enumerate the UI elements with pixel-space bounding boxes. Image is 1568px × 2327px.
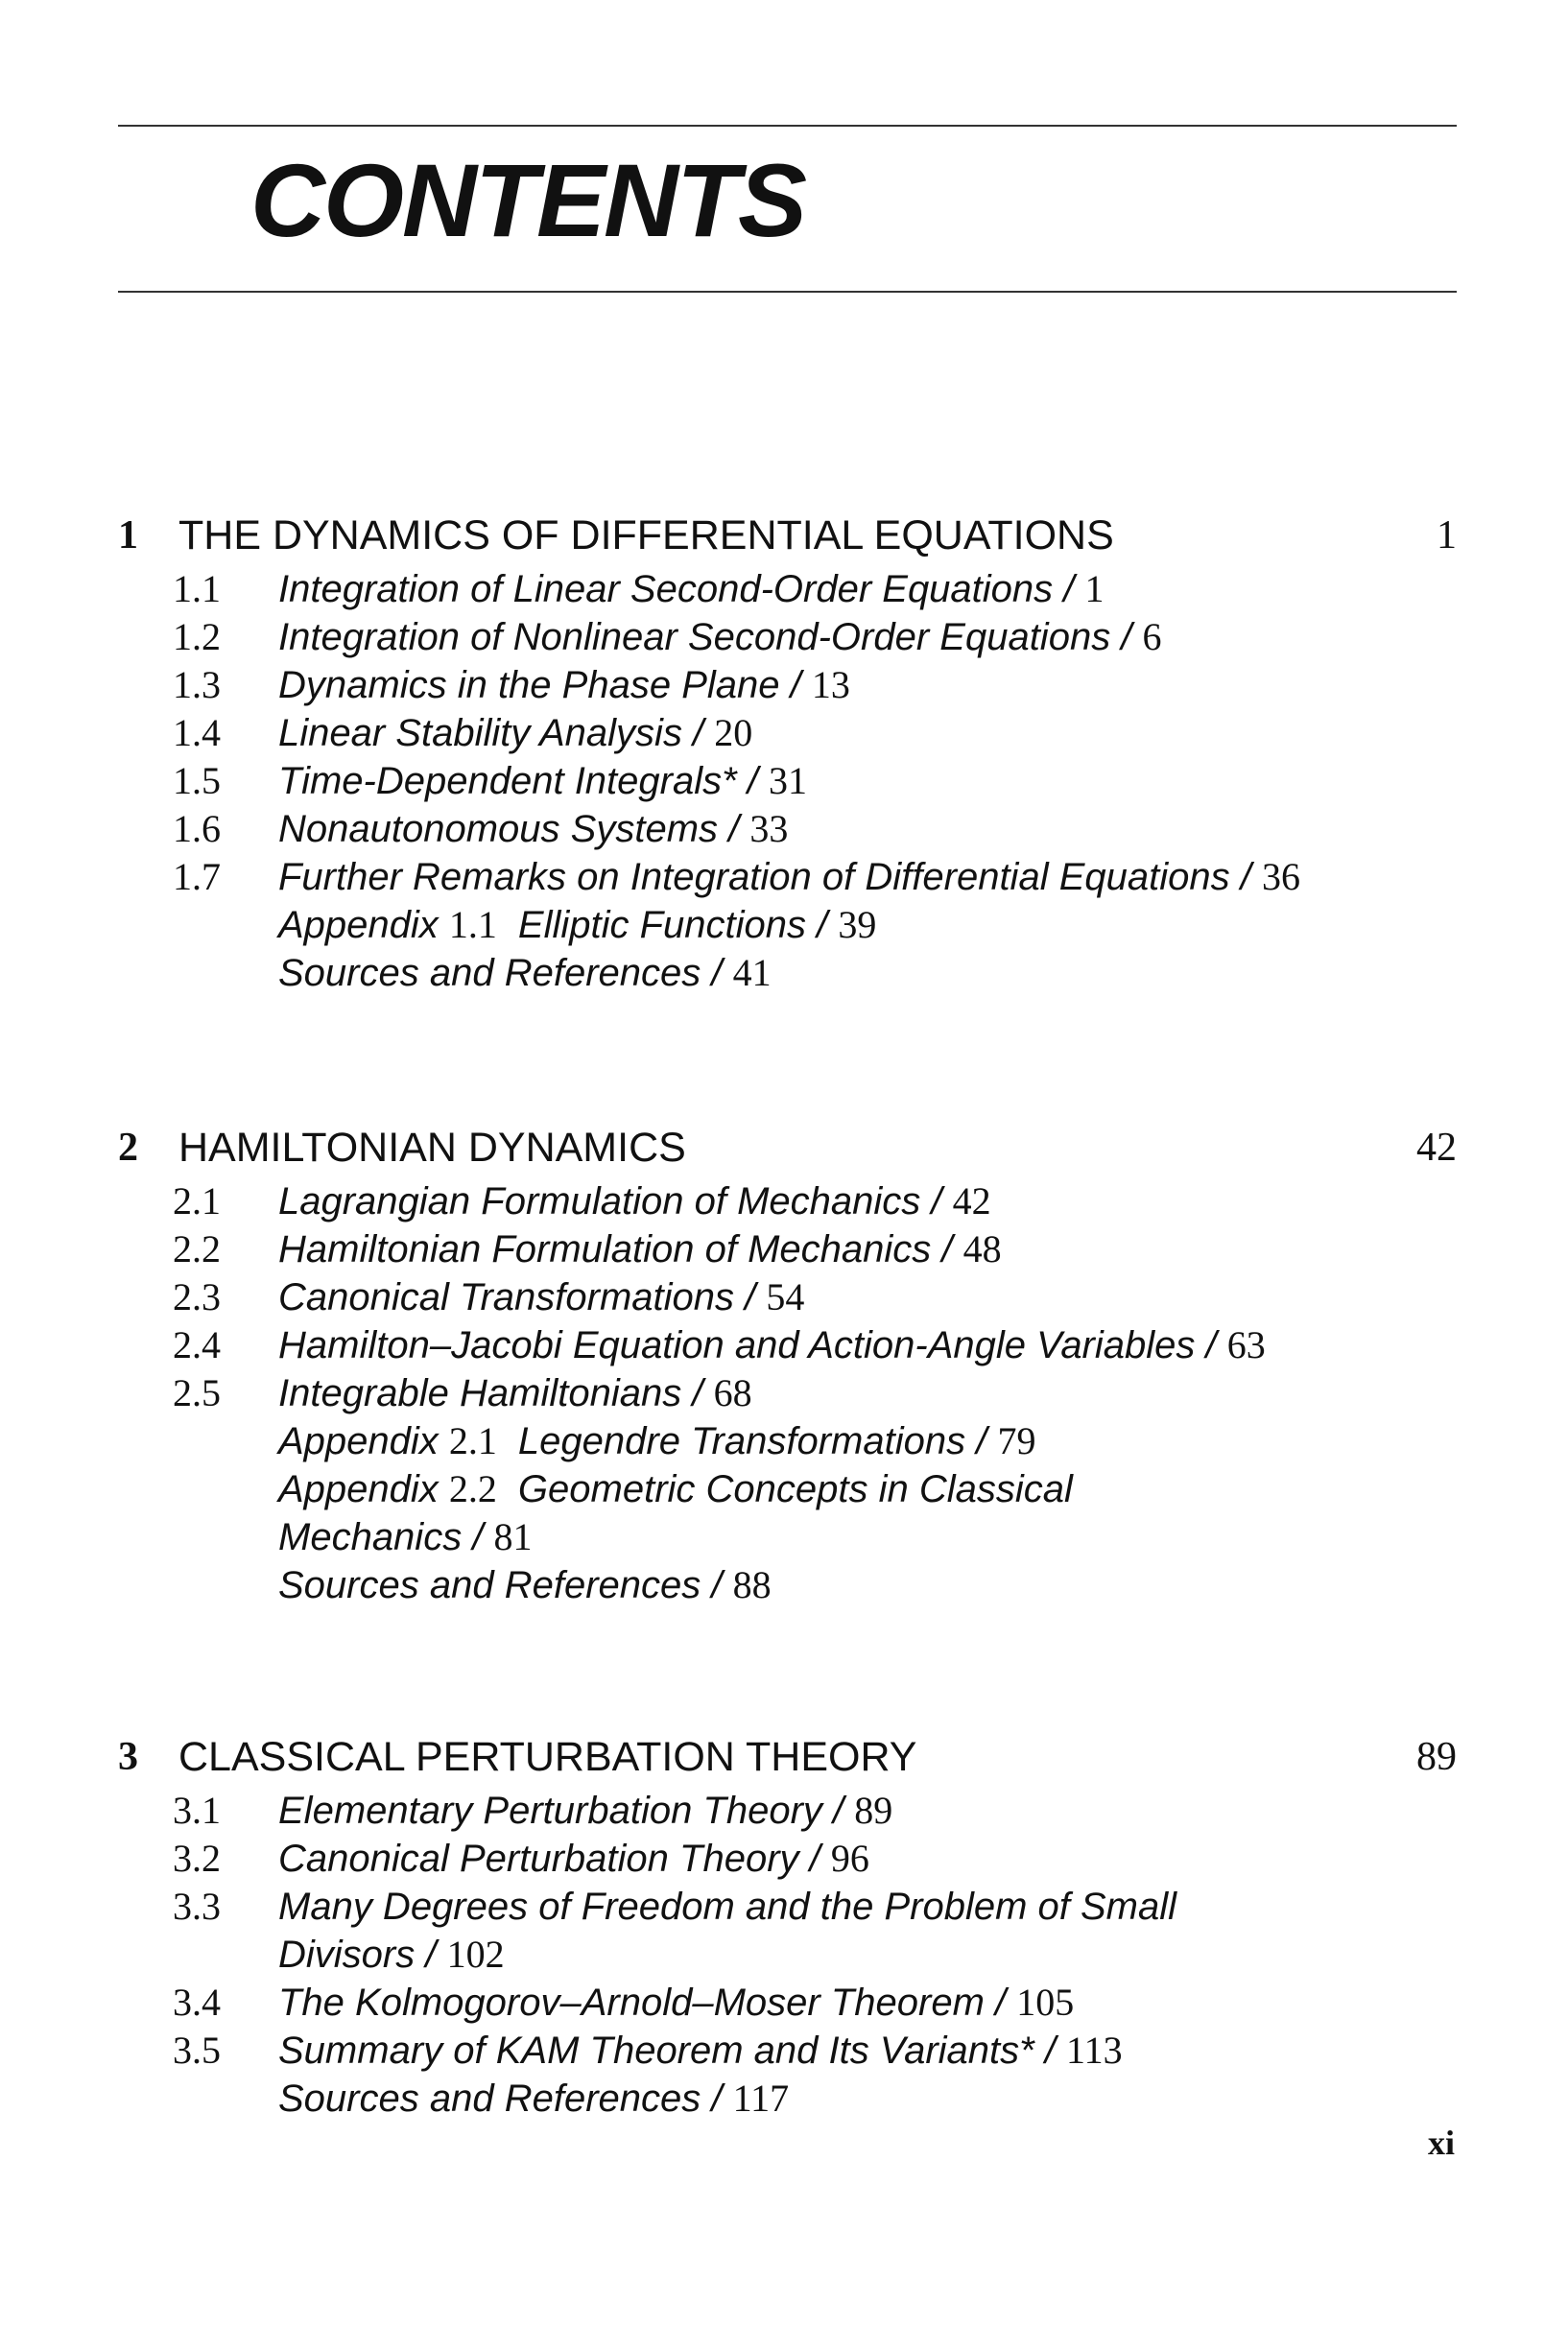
toc-entry <box>0 757 1568 805</box>
entry-text <box>0 1465 1568 1513</box>
entry-page: 89 <box>854 1789 893 1832</box>
entry-text <box>0 709 1568 757</box>
toc-entry <box>0 1513 1568 1561</box>
entry-title: Many Degrees of Freedom and the Problem of Small <box>278 1886 1176 1928</box>
entry-title: Sources and References <box>278 1564 701 1606</box>
entry-text <box>0 1513 1568 1561</box>
entry-title: Canonical Perturbation Theory <box>278 1838 799 1880</box>
toc-entry <box>0 613 1568 661</box>
entry-text <box>0 1835 1568 1883</box>
page-separator: / <box>718 808 750 850</box>
page-separator: / <box>920 1180 953 1223</box>
entry-text <box>0 2075 1568 2123</box>
toc-entry <box>0 949 1568 997</box>
section-number: 1.7 <box>173 855 221 898</box>
chapter-page: 42 <box>1416 1126 1457 1170</box>
page-separator: / <box>984 1982 1017 2024</box>
entry-page: 20 <box>714 711 753 754</box>
entry-text <box>0 853 1568 901</box>
entry-title: Further Remarks on Integration of Differential Equations <box>278 856 1230 898</box>
entry-page: 88 <box>732 1563 772 1606</box>
entry-page: 68 <box>713 1371 752 1414</box>
chapter-number: 2 <box>118 1126 138 1170</box>
entry-page: 113 <box>1066 2029 1123 2072</box>
entry-text <box>0 565 1568 613</box>
entry-title: Sources and References <box>278 2078 701 2120</box>
chapter-title: CLASSICAL PERTURBATION THEORY <box>178 1734 917 1780</box>
toc-entry <box>0 1225 1568 1273</box>
chapter-heading <box>0 1118 1568 1177</box>
toc-entry <box>0 1883 1568 1931</box>
appendix-number: 1.1 <box>448 903 497 946</box>
entry-title: Elementary Perturbation Theory <box>278 1790 822 1832</box>
chapter-page: 89 <box>1416 1735 1457 1779</box>
entry-page: 117 <box>732 2077 790 2120</box>
entry-page: 1 <box>1084 567 1105 610</box>
entry-text <box>0 1321 1568 1369</box>
toc-entry <box>0 2027 1568 2075</box>
page-title: CONTENTS <box>250 142 805 258</box>
page-separator: / <box>415 1934 447 1976</box>
section-list <box>0 565 1568 997</box>
chapter-3 <box>0 1727 1568 2123</box>
entry-page: 33 <box>749 807 789 850</box>
entry-page: 79 <box>997 1419 1036 1462</box>
toc-entry <box>0 1561 1568 1609</box>
section-number: 2.1 <box>173 1179 221 1223</box>
entry-text <box>0 901 1568 949</box>
entry-page: 105 <box>1016 1981 1075 2024</box>
section-number: 1.3 <box>173 663 221 706</box>
entry-page: 39 <box>838 903 877 946</box>
chapter-title: THE DYNAMICS OF DIFFERENTIAL EQUATIONS <box>178 512 1114 558</box>
appendix-number: 2.2 <box>448 1467 497 1510</box>
page-separator: / <box>736 760 770 802</box>
toc-entry <box>0 1979 1568 2027</box>
page-separator: / <box>462 1516 494 1558</box>
entry-text <box>0 1369 1568 1417</box>
entry-title: Integrable Hamiltonians <box>278 1372 682 1414</box>
toc-entry <box>0 1177 1568 1225</box>
page-folio: xi <box>1427 2124 1455 2162</box>
page-separator: / <box>821 1790 855 1832</box>
toc-entry <box>0 1835 1568 1883</box>
title-bottom-rule <box>118 291 1457 293</box>
toc-entry <box>0 709 1568 757</box>
entry-title: Hamiltonian Formulation of Mechanics <box>278 1228 932 1270</box>
section-number: 2.3 <box>173 1275 221 1318</box>
chapter-1 <box>0 506 1568 997</box>
page-separator: / <box>965 1420 998 1462</box>
entry-page: 63 <box>1226 1323 1266 1366</box>
entry-text <box>0 613 1568 661</box>
entry-title: Canonical Transformations <box>278 1276 735 1318</box>
entry-title: Lagrangian Formulation of Mechanics <box>278 1180 921 1223</box>
entry-text <box>0 805 1568 853</box>
page-separator: / <box>1195 1324 1227 1366</box>
entry-title: Integration of Linear Second-Order Equations <box>278 568 1054 610</box>
entry-title: Hamilton–Jacobi Equation and Action-Angle Variables <box>278 1324 1196 1366</box>
toc-entry <box>0 1321 1568 1369</box>
page-separator: / <box>681 1372 714 1414</box>
entry-text <box>0 1979 1568 2027</box>
entry-page: 13 <box>811 663 850 706</box>
section-number: 3.4 <box>173 1981 221 2024</box>
toc-entry <box>0 1787 1568 1835</box>
toc-entry <box>0 1417 1568 1465</box>
toc-entry <box>0 805 1568 853</box>
entry-title: Sources and References <box>278 952 701 994</box>
section-number: 2.4 <box>173 1323 221 1366</box>
toc-entry <box>0 853 1568 901</box>
page-separator: / <box>701 1564 733 1606</box>
section-number: 1.5 <box>173 759 221 802</box>
appendix-label: Appendix <box>278 904 439 946</box>
entry-page: 54 <box>766 1275 805 1318</box>
page-separator: / <box>1033 2030 1067 2072</box>
page-separator: / <box>1053 568 1085 610</box>
page-separator: / <box>1229 856 1262 898</box>
entry-text <box>0 1883 1568 1931</box>
section-list <box>0 1787 1568 2123</box>
toc-entry <box>0 1273 1568 1321</box>
page-separator: / <box>1110 616 1143 658</box>
entry-title: Legendre Transformations <box>517 1420 966 1462</box>
page-separator: / <box>798 1838 831 1880</box>
entry-title: Integration of Nonlinear Second-Order Equations <box>278 616 1111 658</box>
toc-entry <box>0 1465 1568 1513</box>
entry-page: 42 <box>952 1179 991 1223</box>
entry-page: 96 <box>830 1837 869 1880</box>
page-separator: / <box>779 664 812 706</box>
entry-title: Divisors <box>278 1934 416 1976</box>
entry-title: Dynamics in the Phase Plane <box>278 664 780 706</box>
section-number: 1.4 <box>173 711 221 754</box>
entry-text <box>0 1177 1568 1225</box>
section-list <box>0 1177 1568 1609</box>
entry-text <box>0 1787 1568 1835</box>
entry-text <box>0 1417 1568 1465</box>
appendix-label: Appendix <box>278 1468 439 1510</box>
chapter-title: HAMILTONIAN DYNAMICS <box>178 1125 686 1171</box>
chapter-heading <box>0 1727 1568 1787</box>
appendix-label: Appendix <box>278 1420 439 1462</box>
entry-title: The Kolmogorov–Arnold–Moser Theorem <box>278 1982 985 2024</box>
page-separator: / <box>734 1276 767 1318</box>
page-separator: / <box>931 1228 963 1270</box>
toc-entry <box>0 565 1568 613</box>
section-number: 1.1 <box>173 567 221 610</box>
top-rule <box>118 125 1457 127</box>
chapter-heading <box>0 506 1568 565</box>
toc-entry <box>0 1931 1568 1979</box>
entry-title: Linear Stability Analysis <box>278 712 682 754</box>
entry-text <box>0 949 1568 997</box>
toc-entry <box>0 2075 1568 2123</box>
entry-title: Elliptic Functions <box>517 904 807 946</box>
entry-text <box>0 661 1568 709</box>
section-number: 1.2 <box>173 615 221 658</box>
entry-title: Geometric Concepts in Classical <box>517 1468 1073 1510</box>
page-separator: / <box>681 712 715 754</box>
toc-entry <box>0 901 1568 949</box>
appendix-number: 2.1 <box>448 1419 497 1462</box>
section-number: 2.5 <box>173 1371 221 1414</box>
entry-page: 81 <box>493 1515 533 1558</box>
entry-text <box>0 1273 1568 1321</box>
entry-page: 102 <box>446 1933 505 1976</box>
page-separator: / <box>806 904 839 946</box>
entry-text <box>0 1931 1568 1979</box>
entry-title: Mechanics <box>278 1516 463 1558</box>
entry-text <box>0 1225 1568 1273</box>
chapter-number: 3 <box>118 1735 138 1779</box>
section-number: 3.3 <box>173 1885 221 1928</box>
entry-text <box>0 2027 1568 2075</box>
entry-page: 48 <box>962 1227 1002 1270</box>
section-number: 1.6 <box>173 807 221 850</box>
entry-title: Nonautonomous Systems <box>278 808 719 850</box>
entry-text <box>0 757 1568 805</box>
page-separator: / <box>701 952 733 994</box>
chapter-page: 1 <box>1437 513 1457 558</box>
chapter-2 <box>0 1118 1568 1609</box>
section-number: 3.5 <box>173 2029 221 2072</box>
page-separator: / <box>701 2078 733 2120</box>
entry-page: 6 <box>1142 615 1162 658</box>
entry-page: 36 <box>1261 855 1300 898</box>
chapter-number: 1 <box>118 513 138 558</box>
section-number: 3.1 <box>173 1789 221 1832</box>
section-number: 2.2 <box>173 1227 221 1270</box>
entry-title: Summary of KAM Theorem and Its Variants* <box>278 2030 1034 2072</box>
toc-entry <box>0 661 1568 709</box>
entry-page: 31 <box>769 759 808 802</box>
section-number: 3.2 <box>173 1837 221 1880</box>
entry-page: 41 <box>732 951 772 994</box>
toc-entry <box>0 1369 1568 1417</box>
entry-title: Time-Dependent Integrals* <box>278 760 737 802</box>
entry-text <box>0 1561 1568 1609</box>
